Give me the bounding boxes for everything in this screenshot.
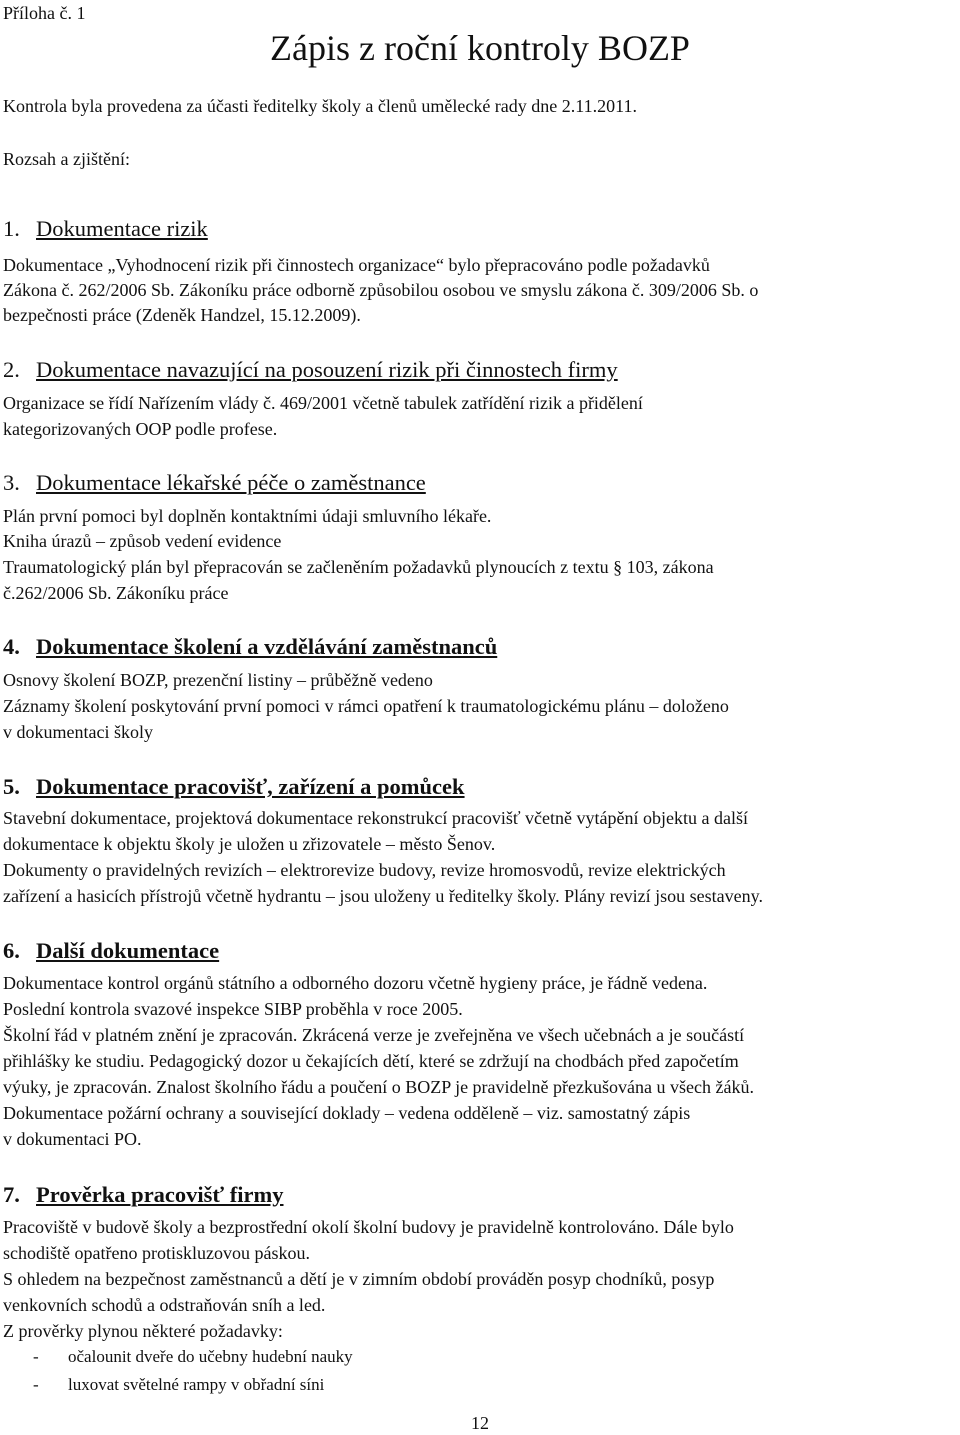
section-title: Dokumentace navazující na posouzení rizik při činnostech firmy (36, 357, 618, 382)
section-4-line: v dokumentaci školy (3, 722, 153, 742)
section-2-line: kategorizovaných OOP podle profese. (3, 419, 278, 439)
section-7-line: Z prověrky plynou některé požadavky: (3, 1321, 283, 1341)
section-6-line: Dokumentace kontrol orgánů státního a odborného dozoru včetně hygieny práce, je řádně vedena. (3, 973, 708, 993)
section-5-line: Dokumenty o pravidelných revizích – elektrorevize budovy, revize hromosvodů, revize elektrických (3, 860, 726, 880)
section-number: 4. (3, 634, 20, 659)
page-title: Zápis z roční kontroly BOZP (270, 28, 690, 68)
section-6-line: přihlášky ke studiu. Pedagogický dozor u čekajících dětí, které se zdržují na chodbách před započetím (3, 1051, 739, 1071)
section-5-line: dokumentace k objektu školy je uložen u zřizovatele – město Šenov. (3, 834, 496, 854)
section-2-line: Organizace se řídí Nařízením vlády č. 469/2001 včetně tabulek zatřídění rizik a přidělení (3, 393, 643, 413)
section-7-line: Pracoviště v budově školy a bezprostřední okolí školní budovy je pravidelně kontrolováno. Dále bylo (3, 1217, 734, 1237)
list-item: luxovat světelné rampy v obřadní síni (68, 1375, 325, 1394)
section-7-heading (3, 1182, 284, 1208)
section-5-heading (3, 774, 465, 800)
section-title: Dokumentace pracovišť, zařízení a pomůcek (36, 774, 465, 799)
section-6-line: Školní řád v platném znění je zpracován. Zkrácená verze je zveřejněna ve všech učebnách a je součástí (3, 1025, 745, 1045)
section-title: Další dokumentace (36, 938, 220, 963)
bullet-marker: - (33, 1347, 39, 1366)
section-title: Dokumentace školení a vzdělávání zaměstnanců (36, 634, 498, 659)
page-number: 12 (471, 1413, 489, 1433)
section-3-line: Kniha úrazů – způsob vedení evidence (3, 531, 282, 551)
intro-text: Kontrola byla provedena za účasti ředitelky školy a členů umělecké rady dne 2.11.2011. (3, 96, 637, 116)
section-6-line: Dokumentace požární ochrany a související doklady – vedena odděleně – viz. samostatný zápis (3, 1103, 691, 1123)
scope-label: Rozsah a zjištění: (3, 149, 130, 169)
section-title: Dokumentace lékařské péče o zaměstnance (36, 470, 426, 495)
section-5-line: zařízení a hasicích přístrojů včetně hydrantu – jsou uloženy u ředitelky školy. Plány revizí jsou sestaveny. (3, 886, 763, 906)
bullet-marker: - (33, 1375, 39, 1394)
section-3-line: Traumatologický plán byl přepracován se začleněním požadavků plynoucích z textu § 103, zákona (3, 557, 714, 577)
section-title: Prověrka pracovišť firmy (36, 1182, 284, 1207)
section-3-heading (3, 470, 426, 496)
section-1-heading (3, 216, 208, 242)
section-1-line: bezpečnosti práce (Zdeněk Handzel, 15.12.2009). (3, 305, 361, 325)
section-number: 3. (3, 470, 20, 495)
section-7-line: schodiště opatřeno protiskluzovou páskou. (3, 1243, 310, 1263)
section-3-line: Plán první pomoci byl doplněn kontaktními údaji smluvního lékaře. (3, 506, 492, 526)
attachment-label: Příloha č. 1 (3, 3, 86, 23)
section-6-heading (3, 938, 219, 964)
section-1-line: Dokumentace „Vyhodnocení rizik při činnostech organizace“ bylo přepracováno podle požadavků (3, 255, 710, 275)
section-6-line: výuky, je zpracován. Znalost školního řádu a poučení o BOZP je pravidelně přezkušována u všech žáků. (3, 1077, 754, 1097)
section-6-line: v dokumentaci PO. (3, 1129, 142, 1149)
section-6-line: Poslední kontrola svazové inspekce SIBP proběhla v roce 2005. (3, 999, 463, 1019)
section-5-line: Stavební dokumentace, projektová dokumentace rekonstrukcí pracovišť včetně vytápění objektu a další (3, 808, 748, 828)
section-number: 7. (3, 1182, 20, 1207)
list-item: očalounit dveře do učebny hudební nauky (68, 1347, 353, 1366)
section-number: 2. (3, 357, 20, 382)
section-3-line: č.262/2006 Sb. Zákoníku práce (3, 583, 229, 603)
section-title: Dokumentace rizik (36, 216, 208, 241)
section-number: 5. (3, 774, 20, 799)
section-7-line: S ohledem na bezpečnost zaměstnanců a dětí je v zimním období prováděn posyp chodníků, posyp (3, 1269, 715, 1289)
section-2-heading (3, 357, 618, 383)
section-7-line: venkovních schodů a odstraňován sníh a led. (3, 1295, 326, 1315)
section-1-line: Zákona č. 262/2006 Sb. Zákoníku práce odborně způsobilou osobou ve smyslu zákona č. 309/2006 Sb. o (3, 280, 759, 300)
section-number: 1. (3, 216, 20, 241)
section-4-line: Osnovy školení BOZP, prezenční listiny – průběžně vedeno (3, 670, 433, 690)
section-number: 6. (3, 938, 20, 963)
section-4-line: Záznamy školení poskytování první pomoci v rámci opatření k traumatologickému plánu – doloženo (3, 696, 729, 716)
section-4-heading (3, 634, 497, 660)
